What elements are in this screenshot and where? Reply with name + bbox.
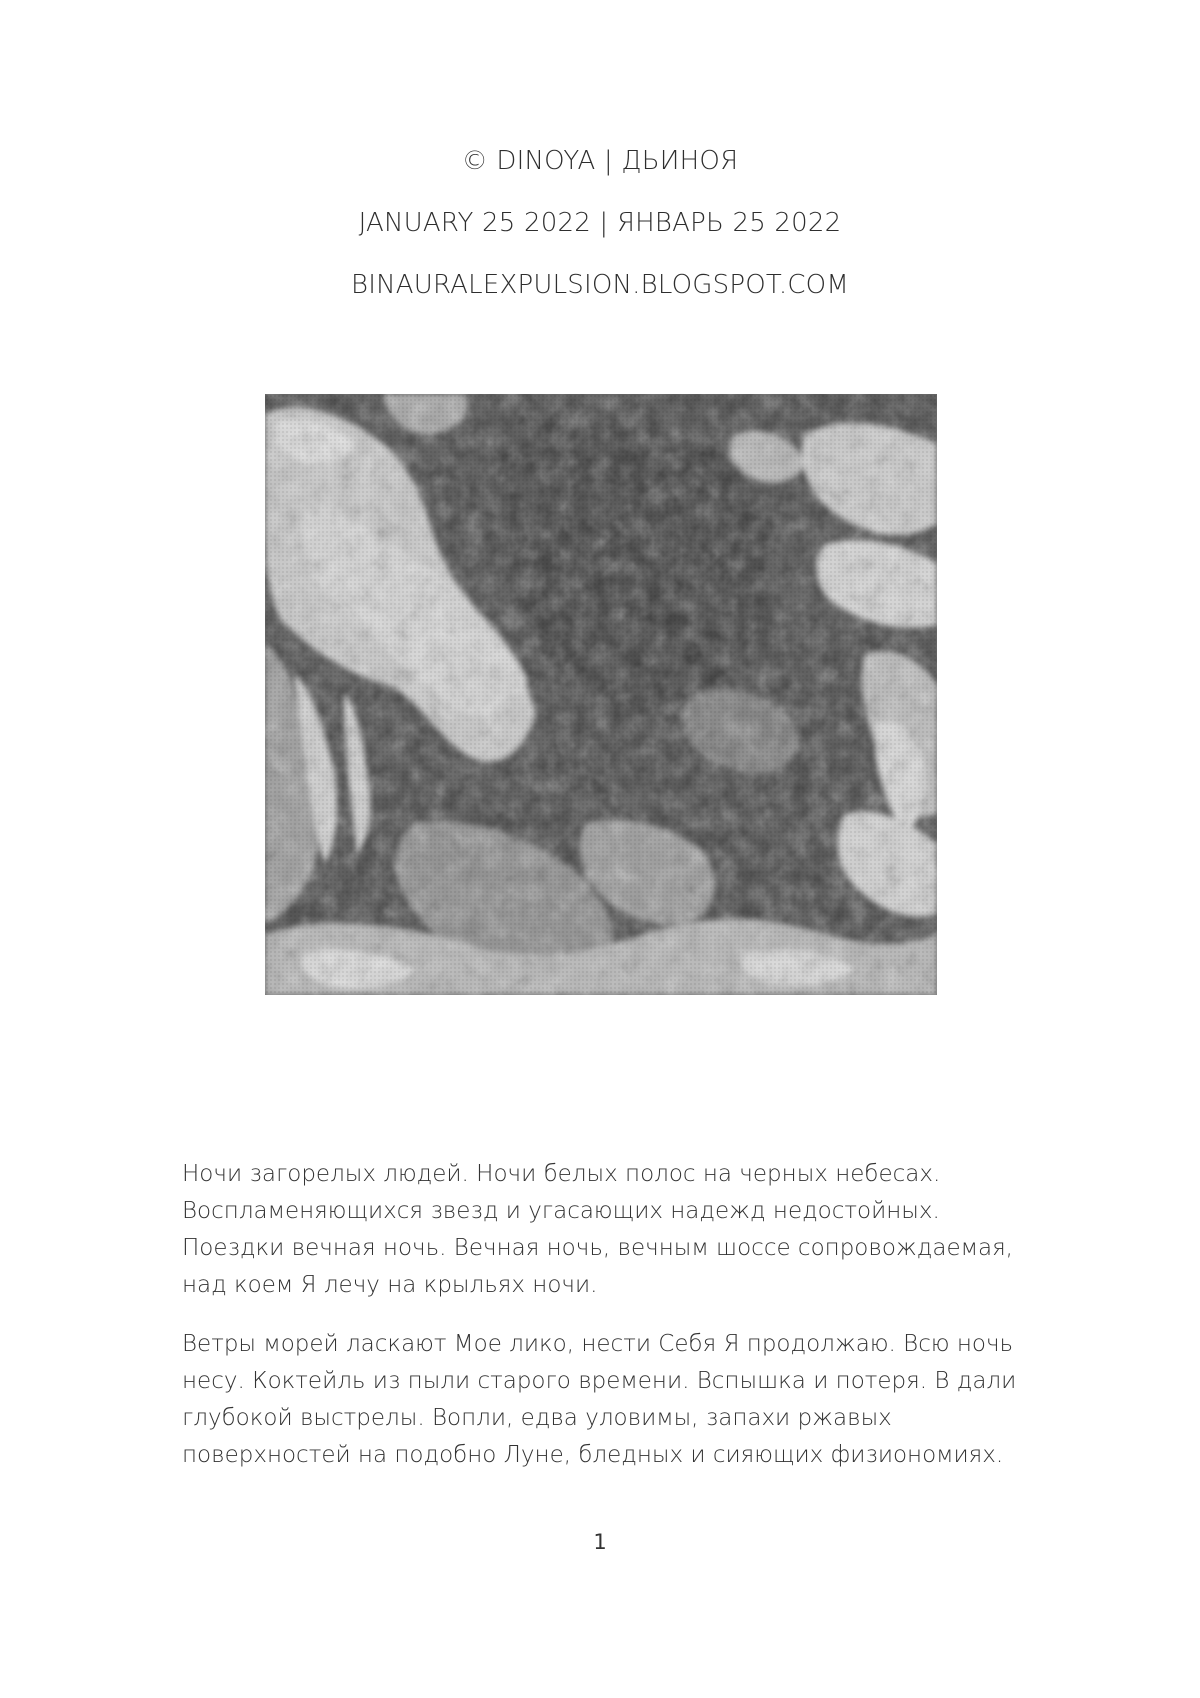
blog-url: BINAURALEXPULSION.BLOGSPOT.COM [351,270,849,300]
page-number: 1 [593,1530,607,1554]
date-line: JANUARY 25 2022 | ЯНВАРЬ 25 2022 [358,208,842,238]
body-paragraph-2: Ветры морей ласкают Мое лико, нести Себя Я продолжаю. Всю ночь несу. Коктейль из пыли старого времени. Вспышка и потеря. В дали глубокой выстрелы. Вопли, едва уловимы, запахи ржавых поверхностей на подобно Луне, бледных и сияющих физиономиях. [182,1331,1017,1468]
artwork-svg [265,394,937,995]
body-paragraph-1: Ночи загорелых людей. Ночи белых полос на черных небесах. Воспламеняющихся звезд и угасающих надежд недостойных. Поездки вечная ночь. Вечная ночь, вечным шоссе сопровождаемая, над коем Я лечу на крыльях ночи. [182,1161,1013,1298]
artwork-image [265,394,937,995]
copyright-line: © DINOYA | ДЬИНОЯ [461,146,739,176]
